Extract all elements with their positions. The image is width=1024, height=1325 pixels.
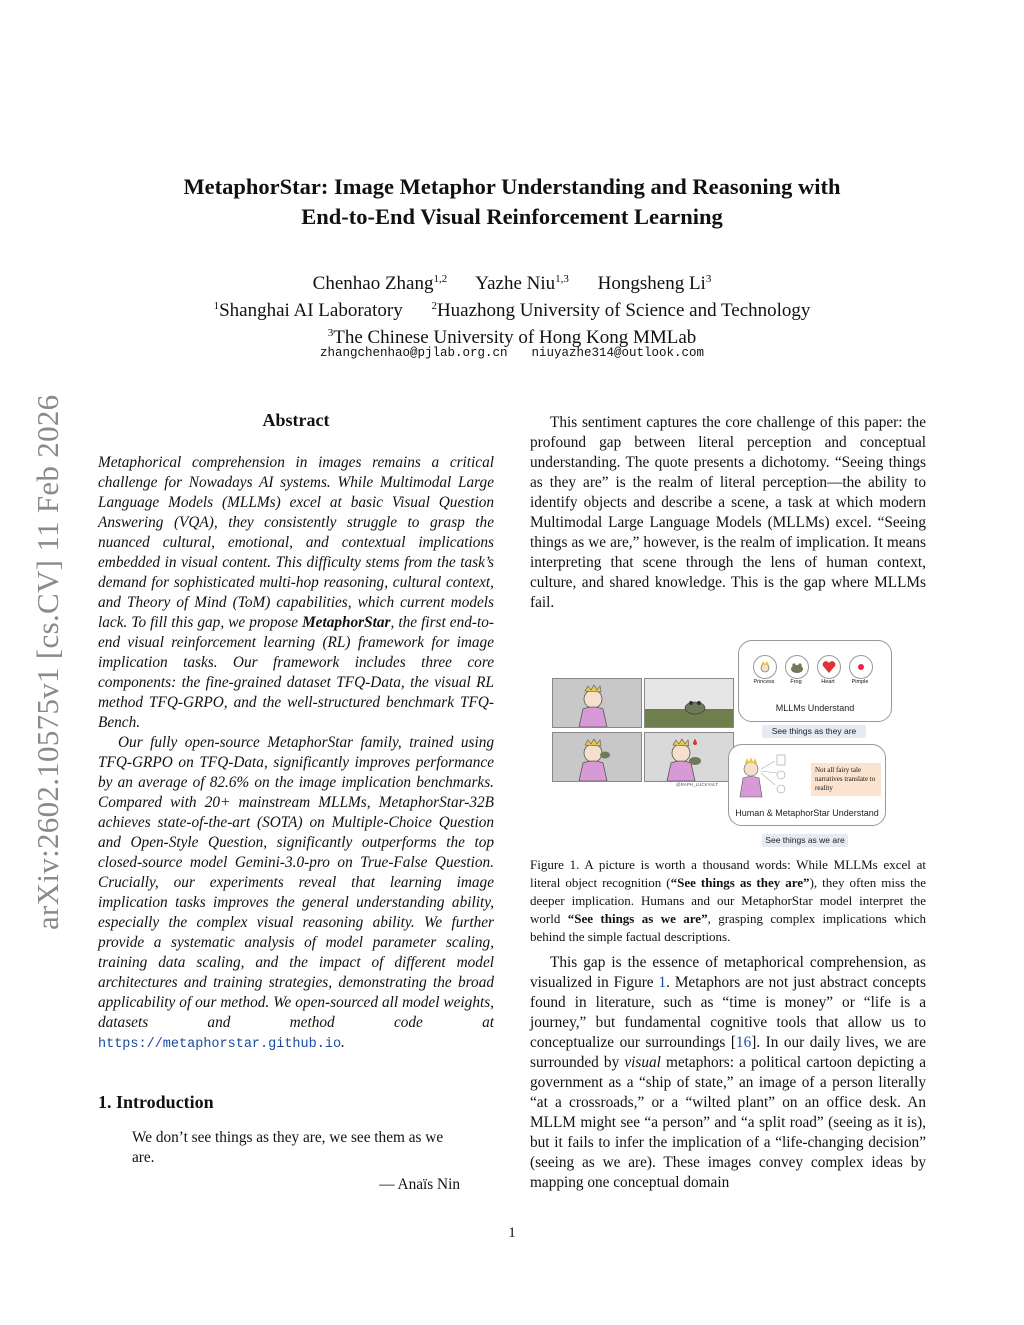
affiliation-line: $^3$The Chinese University of Hong Kong MMLab [327, 327, 697, 348]
comic-panel [552, 732, 642, 782]
paper-title [112, 172, 912, 232]
email-line [112, 346, 912, 360]
email-link[interactable]: niuyazhe314@outlook.com [531, 346, 705, 360]
princess-icon [553, 733, 641, 781]
affiliation: The Chinese University of Hong Kong MMLab [333, 327, 697, 348]
mllm-understand-bubble [738, 640, 892, 722]
frog-icon [785, 655, 809, 679]
author-name: Yazhe Niu [475, 273, 556, 294]
princess-thought-icon [735, 751, 795, 801]
body-paragraph: This gap is the essence of metaphorical comprehension, as visualized in Figure 1. Metaphors are not just abstract concepts found in literature, such as “time is money” or “life is a journey,” but fundamental cognitive tools that allow us to conceptualize our surroundings [16]. In our daily lives, we are surrounded by visual metaphors: a political cartoon depicting a government as a “ship of state,” an image of a person literally “at a crossroads,” or a “wilted plant” on an office desk. An MLLM might see “a person” and “a split road” (seeing as it is), but it fails to infer the implication of a “life-changing decision” (seeing as we are). These images convey complex ideas by mapping one conceptual domain [530, 954, 927, 1191]
citation-link[interactable]: 16 [735, 1034, 752, 1051]
author-name: Chenhao Zhang [312, 273, 434, 294]
princess-icon [753, 655, 777, 679]
icon-label: Frog [790, 679, 802, 685]
author-block [112, 268, 912, 349]
see-as-they-are-tag: See things as they are [762, 725, 866, 738]
title-line-1: MetaphorStar: Image Metaphor Understanding and Reasoning with [183, 174, 841, 199]
author-name: Hongsheng Li [597, 273, 706, 294]
icon-label: Heart [821, 679, 835, 685]
see-as-we-are-tag: See things as we are [762, 834, 848, 847]
epigraph-author: — Anaïs Nin [379, 1176, 460, 1193]
comic-panel [644, 678, 734, 728]
model-name: MetaphorStar [302, 614, 391, 631]
princess-icon [553, 679, 641, 727]
section-heading: 1. Introduction [98, 1092, 214, 1112]
epigraph-quote: We don’t see things as they are, we see them as we are. [132, 1129, 444, 1166]
comic-panel [644, 732, 734, 782]
affiliation: Huazhong University of Science and Technology [436, 300, 811, 321]
abstract-heading: Abstract [262, 410, 330, 430]
affiliation: Shanghai AI Laboratory [219, 300, 403, 321]
icon-label: Pimple [851, 679, 869, 685]
author-list [112, 268, 912, 295]
human-understand-bubble [728, 744, 886, 826]
figure-caption: Figure 1. A picture is worth a thousand words: While MLLMs excel at literal object recognition (“See things as they are”), they often miss the deeper implication. Humans and our MetaphorStar model interpret the world “See things as we are”, grasping complex implications which behind the simple factual descriptions. [530, 857, 926, 944]
arxiv-stamp: arXiv:2602.10575v1 [cs.CV] 11 Feb 2026 [30, 394, 65, 930]
icon-label: Princess [753, 679, 775, 685]
abstract-body [98, 453, 494, 1055]
figure-reference-link[interactable]: 1 [658, 974, 667, 991]
comic-credit: @RAPH_LUCKYALT [676, 782, 719, 787]
princess-icon [645, 733, 733, 781]
pimple-icon [849, 655, 873, 679]
heart-icon [817, 655, 841, 679]
author-affiliation: 1,2 [433, 273, 448, 285]
author-affiliation: 3 [705, 273, 712, 285]
figure-1 [548, 636, 898, 848]
human-understand-label: Human & MetaphorStar Understand [735, 808, 879, 818]
abstract-paragraph: Our fully open-source MetaphorStar family, trained using TFQ-GRPO on TFQ-Data, significantly improves performance by an average of 82.6% on the image implication benchmarks. Compared with 20+ mainstream MLLMs, MetaphorStar-32B achieves state-of-the-art (SOTA) on Multiple-Choice Question and Open-Style Question, significantly outperforms the top closed-source model Gemini-3.0-pro on True-False Question. Crucially, our experiments reveal that learning image implication tasks improves the general understanding ability, especially the complex visual reasoning ability. We further provide a systematic analysis of model parameter scaling, training data scaling, and the impact of different model architectures and training strategies, demonstrating the broad applicability of our method. We open-sourced all model weights, datasets and method code at https://metaphorstar.github.io. [98, 734, 494, 1052]
email-link[interactable]: zhangchenhao@pjlab.org.cn [319, 346, 508, 360]
title-line-2: End-to-End Visual Reinforcement Learning [301, 204, 723, 229]
affiliation-line: $^1$Shanghai AI Laboratory $^2$Huazhong University of Science and Technology [213, 300, 811, 321]
author-affiliation: 1,3 [555, 273, 569, 285]
page-number: 1 [508, 1225, 516, 1241]
project-link[interactable]: https://metaphorstar.github.io [98, 1037, 342, 1052]
comic-panel [552, 678, 642, 728]
frog-icon [645, 679, 733, 727]
implication-note: Not all fairy tale narratives translate to reality [811, 763, 881, 796]
abstract-paragraph: Metaphorical comprehension in images remains a critical challenge for Nowadays AI systems. While Multimodal Large Language Models (MLLMs) excel at basic Visual Question Answering (VQA), they consistently struggle to grasp the nuanced cultural, emotional, and contextual implications embedded in visual content. This difficulty stems from the task’s demand for sophisticated multi-hop reasoning, cultural context, and Theory of Mind (ToM) capabilities, which current models lack. To fill this gap, we propose MetaphorStar, the first end-to-end visual reinforcement learning (RL) framework for image implication tasks. Our framework includes three core components: the fine-grained dataset TFQ-Data, the visual RL method TFQ-GRPO, and the well-structured benchmark TFQ-Bench. [98, 454, 494, 731]
mllm-understand-label: MLLMs Understand [775, 703, 855, 713]
body-paragraph: This sentiment captures the core challenge of this paper: the profound gap between literal perception and conceptual understanding. The quote presents a dichotomy. “Seeing things as they are” is the realm of literal perception—the ability to identify objects and describe a scene, a task at which modern Multimodal Large Language Models (MLLMs) excel. “Seeing things as we are,” however, is the realm of implication. It means interpreting that scene through the lens of human context, culture, and shared knowledge. This is the gap where MLLMs fail. [530, 414, 926, 611]
